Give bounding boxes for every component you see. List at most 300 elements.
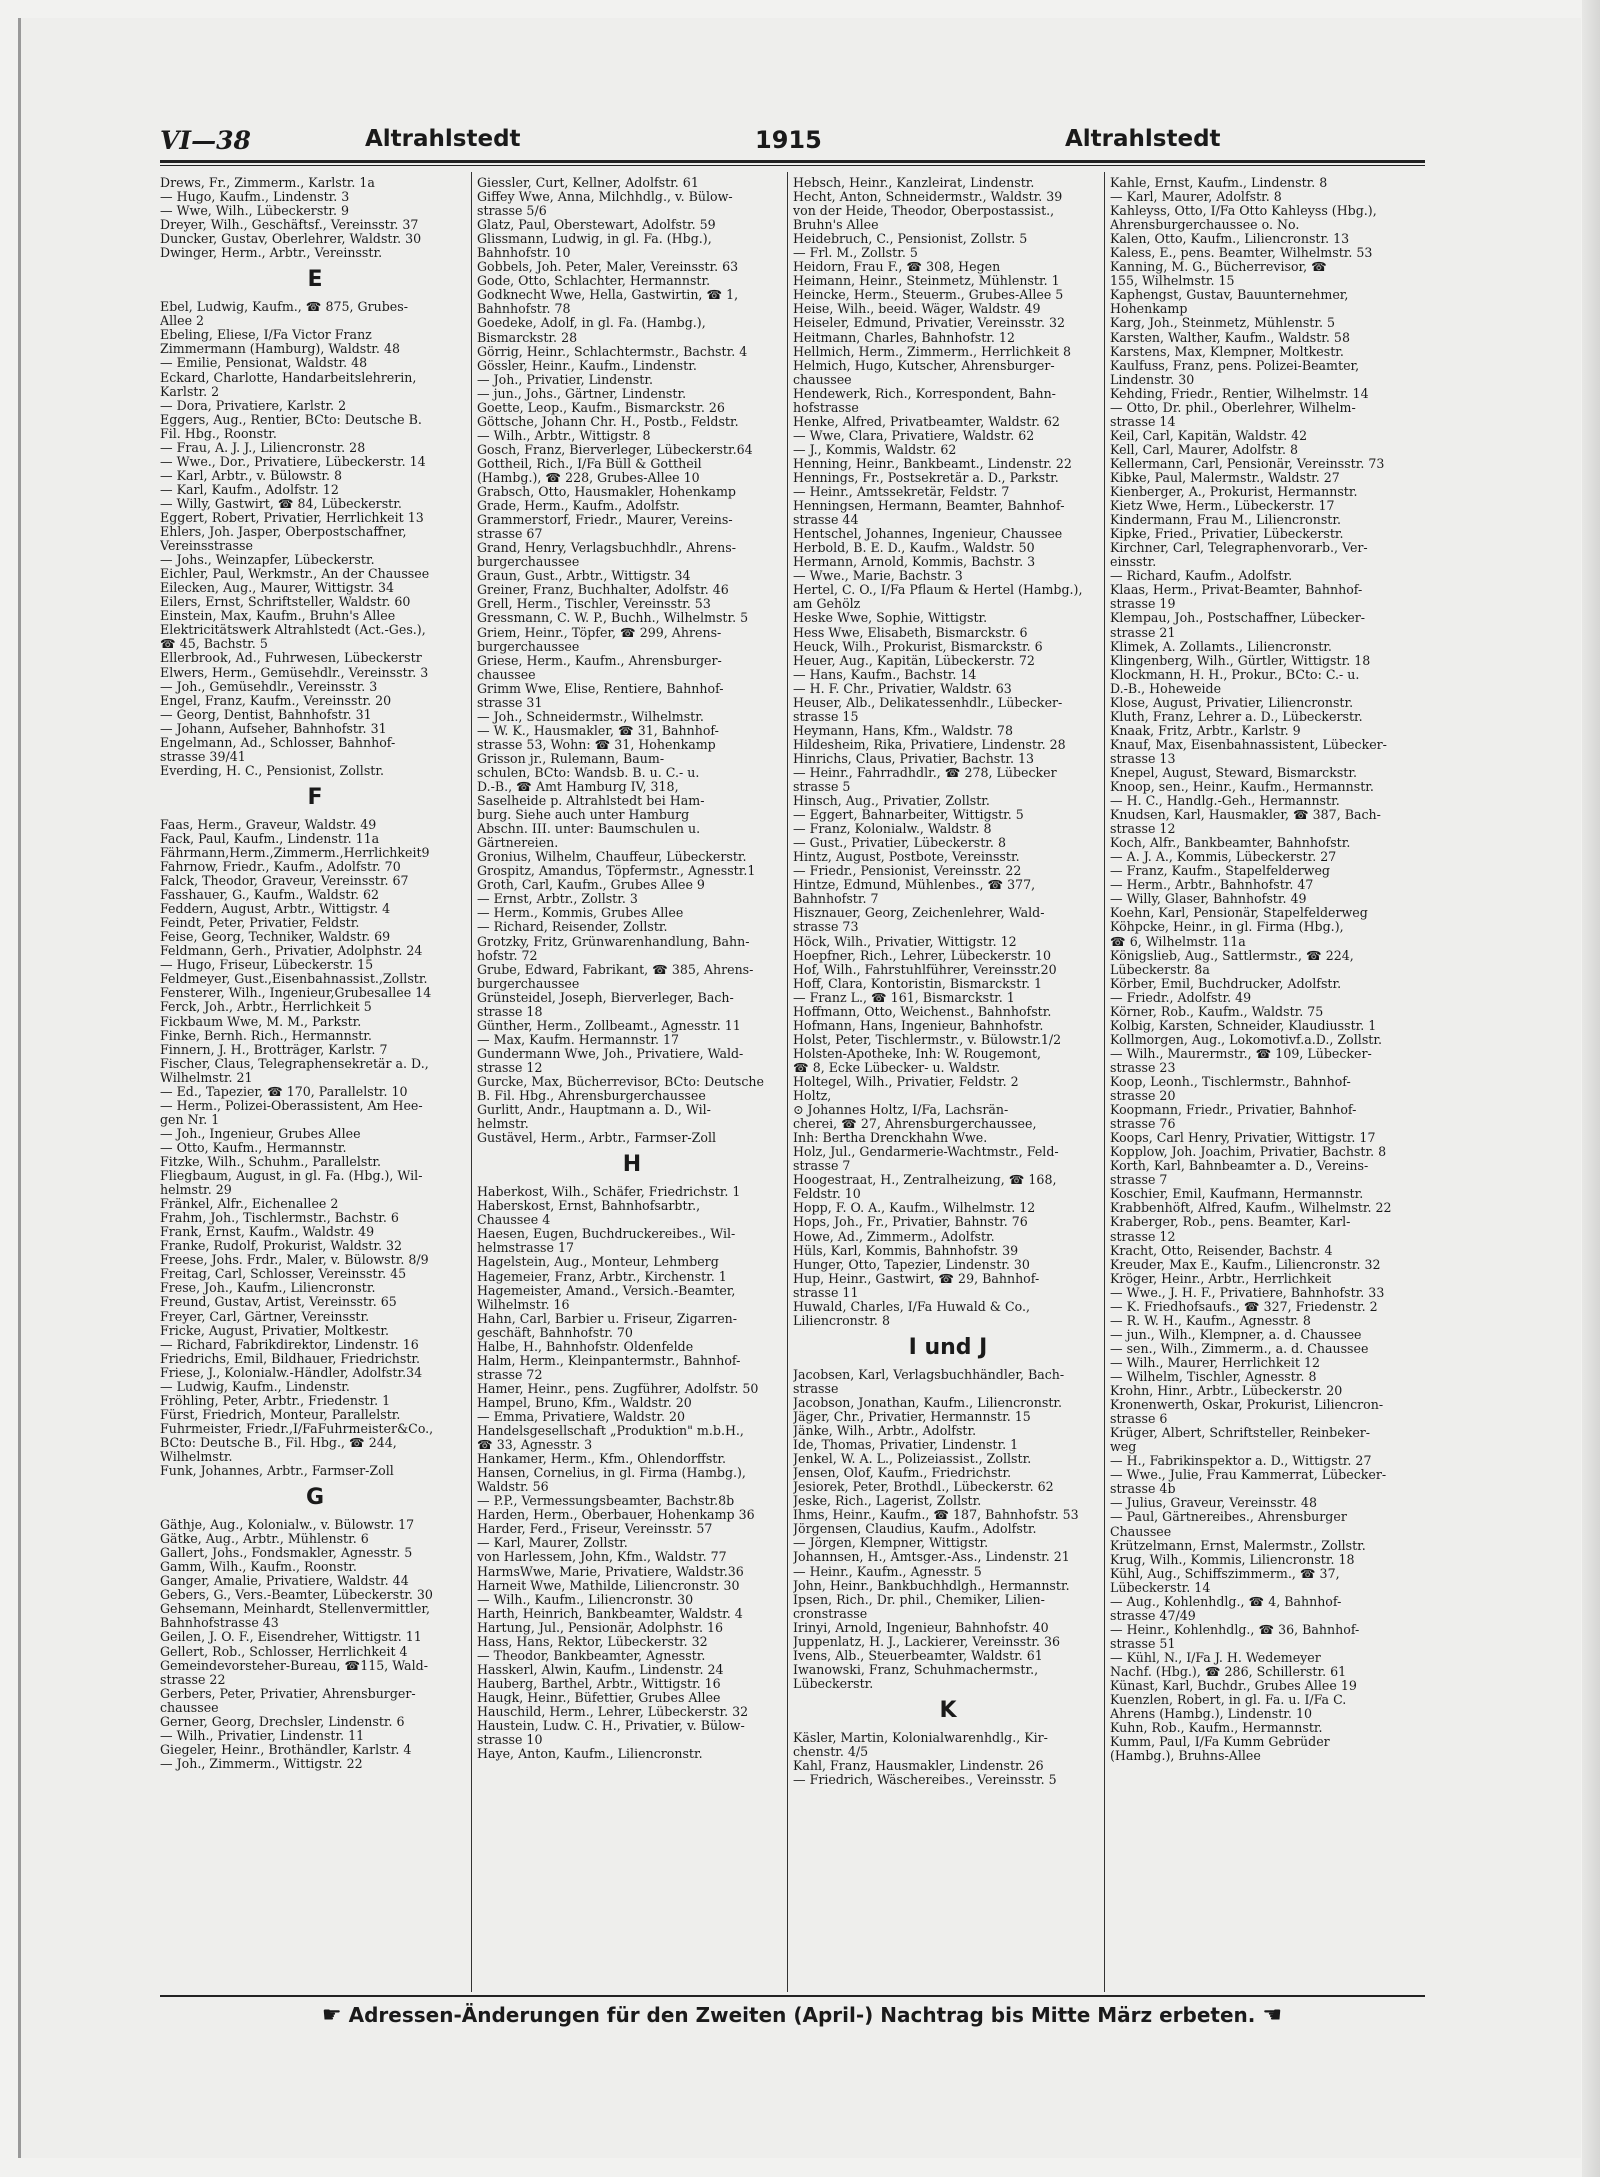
directory-entry: cronstrasse xyxy=(793,1606,868,1621)
directory-entry: strasse 11 xyxy=(793,1285,859,1300)
directory-entry: Gronius, Wilhelm, Chauffeur, Lübeckerstr. xyxy=(477,850,747,865)
section-letter: K xyxy=(939,1697,957,1723)
directory-entry: ☎ 8, Ecke Lübecker- u. Waldstr. xyxy=(793,1060,1001,1075)
directory-entry: Dwinger, Herm., Arbtr., Vereinsstr. xyxy=(160,246,383,261)
directory-entry: Kaulfuss, Franz, pens. Polizei-Beamter, xyxy=(1110,358,1360,373)
directory-entry: Gärtnereien. xyxy=(477,836,559,851)
directory-entry: Johannsen, H., Amtsger.-Ass., Lindenstr. 21 xyxy=(793,1550,1070,1565)
directory-entry: strasse 47/49 xyxy=(1110,1608,1196,1623)
directory-entry: Glissmann, Ludwig, in gl. Fa. (Hbg.), xyxy=(477,232,712,247)
directory-entry: strasse 6 xyxy=(1110,1412,1168,1427)
directory-entry: am Gehölz xyxy=(793,597,861,612)
directory-entry: Gerbers, Peter, Privatier, Ahrensburger- xyxy=(160,1686,416,1701)
directory-entry: Holtegel, Wilh., Privatier, Feldstr. 2 xyxy=(793,1075,1019,1089)
directory-entry: — H. C., Handlg.-Geh., Hermannstr. xyxy=(1110,794,1340,809)
directory-entry: Fickbaum Wwe, M. M., Parkstr. xyxy=(160,1014,362,1029)
directory-entry: hofstr. 72 xyxy=(477,948,538,963)
directory-entry: Heidebruch, C., Pensionist, Zollstr. 5 xyxy=(793,232,1028,247)
directory-entry: Henningsen, Hermann, Beamter, Bahnhof- xyxy=(793,499,1065,514)
directory-entry: Fasshauer, G., Kaufm., Waldstr. 62 xyxy=(160,888,380,903)
directory-entry: Freitag, Carl, Schlosser, Vereinsstr. 45 xyxy=(160,1267,407,1282)
directory-entry: strasse 72 xyxy=(477,1367,543,1382)
directory-entry: Klimek, A. Zollamts., Liliencronstr. xyxy=(1110,639,1332,654)
directory-entry: schulen, BCto: Wandsb. B. u. C.- u. xyxy=(477,765,700,780)
directory-entry: Hagelstein, Aug., Monteur, Lehmberg xyxy=(477,1255,719,1270)
running-head-left: Altrahlstedt xyxy=(365,126,521,152)
directory-entry: Krabbenhöft, Alfred, Kaufm., Wilhelmstr. 22 xyxy=(1110,1201,1392,1216)
directory-entry: Hunger, Otto, Tapezier, Lindenstr. 30 xyxy=(793,1257,1030,1272)
directory-entry: Giessler, Curt, Kellner, Adolfstr. 61 xyxy=(477,176,699,190)
directory-entry: — Karl, Maurer, Adolfstr. 8 xyxy=(1110,190,1282,205)
directory-entry: Hendewerk, Rich., Korrespondent, Bahn- xyxy=(793,386,1056,401)
directory-entry: Duncker, Gustav, Oberlehrer, Waldstr. 30 xyxy=(160,232,422,247)
directory-entry: — Dora, Privatiere, Karlstr. 2 xyxy=(160,398,347,413)
directory-entry: — Franz L., ☎ 161, Bismarckstr. 1 xyxy=(793,990,1015,1005)
column-2 xyxy=(477,176,787,1991)
directory-entry: Feldstr. 10 xyxy=(793,1187,861,1202)
directory-entry: Karstens, Max, Klempner, Moltkestr. xyxy=(1110,344,1344,359)
directory-entry: Grotzky, Fritz, Grünwarenhandlung, Bahn- xyxy=(477,934,750,949)
directory-entry: — Karl, Maurer, Zollstr. xyxy=(477,1536,628,1551)
directory-entry: Jänke, Wilh., Arbtr., Adolfstr. xyxy=(793,1424,977,1439)
directory-entry: Fröhling, Peter, Arbtr., Friedenstr. 1 xyxy=(160,1393,391,1408)
directory-entry: Feldmann, Gerh., Privatier, Adolphstr. 24 xyxy=(160,944,423,959)
directory-entry: Iwanowski, Franz, Schuhmachermstr., xyxy=(793,1662,1039,1677)
directory-entry: — P.P., Vermessungsbeamter, Bachstr.8b xyxy=(477,1494,735,1509)
directory-entry: — Wilh., Arbtr., Wittigstr. 8 xyxy=(477,428,651,443)
directory-entry: strasse 4b xyxy=(1110,1482,1176,1497)
directory-entry: Kibke, Paul, Malermstr., Waldstr. 27 xyxy=(1110,470,1340,485)
directory-entry: Hopp, F. O. A., Kaufm., Wilhelmstr. 12 xyxy=(793,1201,1036,1216)
directory-entry: Kindermann, Frau M., Liliencronstr. xyxy=(1110,513,1341,528)
directory-entry: Heiseler, Edmund, Privatier, Vereinsstr. 32 xyxy=(793,316,1065,331)
directory-entry: Friedrichs, Emil, Bildhauer, Friedrichstr. xyxy=(160,1351,421,1366)
directory-entry: Hildesheim, Rika, Privatiere, Lindenstr. 28 xyxy=(793,737,1066,752)
directory-entry: — Paul, Gärtnereibes., Ahrensburger xyxy=(1110,1510,1347,1525)
directory-entry: Körner, Rob., Kaufm., Waldstr. 75 xyxy=(1110,1004,1324,1019)
directory-entry: Grabsch, Otto, Hausmakler, Hohenkamp xyxy=(477,485,736,500)
column-divider xyxy=(471,172,472,1992)
directory-entry: hofstrasse xyxy=(793,400,859,415)
directory-entry: Gode, Otto, Schlachter, Hermannstr. xyxy=(477,274,711,289)
directory-entry: Klempau, Joh., Postschaffner, Lübecker- xyxy=(1110,611,1366,626)
directory-entry: Ahrensburgerchaussee o. No. xyxy=(1110,218,1300,233)
directory-entry: ⊙ Johannes Holtz, I/Fa, Lachsrän- xyxy=(793,1103,1009,1118)
directory-entry: Drews, Fr., Zimmerm., Karlstr. 1a xyxy=(160,176,375,190)
directory-entry: Grisson jr., Rulemann, Baum- xyxy=(477,751,665,766)
directory-entry: strasse xyxy=(793,1381,839,1396)
directory-entry: Elektricitätswerk Altrahlstedt (Act.-Ges.), xyxy=(160,623,426,638)
directory-entry: Kumm, Paul, I/Fa Kumm Gebrüder xyxy=(1110,1735,1330,1750)
directory-entry: chaussee xyxy=(477,667,536,682)
directory-entry: Jeske, Rich., Lagerist, Zollstr. xyxy=(793,1494,982,1509)
directory-entry: Kahl, Franz, Hausmakler, Lindenstr. 26 xyxy=(793,1759,1044,1774)
directory-entry: John, Heinr., Bankbuchhdlgh., Hermannstr. xyxy=(793,1578,1070,1593)
directory-entry: Klaas, Herm., Privat-Beamter, Bahnhof- xyxy=(1110,583,1363,598)
directory-entry: Hartung, Jul., Pensionär, Adolphstr. 16 xyxy=(477,1620,723,1635)
section-letter: G xyxy=(305,1485,325,1511)
directory-entry: Hellmich, Herm., Zimmerm., Herrlichkeit 8 xyxy=(793,344,1072,359)
directory-entry: Holsten-Apotheke, Inh: W. Rougemont, xyxy=(793,1046,1041,1061)
directory-entry: Gosch, Franz, Bierverleger, Lübeckerstr.64 xyxy=(477,442,753,457)
directory-entry: Hops, Joh., Fr., Privatier, Bahnstr. 76 xyxy=(793,1215,1028,1230)
directory-entry: Halm, Herm., Kleinpantermstr., Bahnhof- xyxy=(477,1353,741,1368)
directory-entry: Knudsen, Karl, Hausmakler, ☎ 387, Bach- xyxy=(1110,808,1381,823)
directory-entry: Kühl, Aug., Schiffszimmerm., ☎ 37, xyxy=(1110,1566,1340,1581)
directory-entry: Haugk, Heinr., Büfettier, Grubes Allee xyxy=(477,1690,721,1705)
directory-entry: Eggert, Robert, Privatier, Herrlichkeit 13 xyxy=(160,510,424,525)
directory-entry: Bismarckstr. 28 xyxy=(477,330,578,345)
directory-entry: Koehn, Karl, Pensionär, Stapelfelderweg xyxy=(1110,906,1368,921)
directory-entry: — Gust., Privatier, Lübeckerstr. 8 xyxy=(793,836,1006,851)
directory-entry: Ivens, Alb., Steuerbeamter, Waldstr. 61 xyxy=(793,1648,1043,1663)
directory-entry: Gobbels, Joh. Peter, Maler, Vereinsstr. 63 xyxy=(477,260,739,275)
directory-entry: Gurlitt, Andr., Hauptmann a. D., Wil- xyxy=(477,1103,711,1118)
directory-entry: Hof, Wilh., Fahrstuhlführer, Vereinsstr.20 xyxy=(793,962,1057,977)
directory-entry: Fuhrmeister, Friedr.,I/FaFuhrmeister&Co., xyxy=(160,1421,434,1436)
directory-entry: Giegeler, Heinr., Brothändler, Karlstr. 4 xyxy=(160,1742,412,1757)
directory-entry: strasse 44 xyxy=(793,513,859,528)
directory-entry: Fensterer, Wilh., Ingenieur,Grubesallee 14 xyxy=(160,986,432,1001)
directory-entry: Hofmann, Hans, Ingenieur, Bahnhofstr. xyxy=(793,1018,1044,1033)
directory-entry: — R. W. H., Kaufm., Agnesstr. 8 xyxy=(1110,1313,1311,1328)
directory-entry: Geilen, J. O. F., Eisendreher, Wittigstr. 11 xyxy=(160,1630,422,1645)
directory-entry: Kehding, Friedr., Rentier, Wilhelmstr. 14 xyxy=(1110,386,1369,401)
directory-entry: BCto: Deutsche B., Fil. Hbg., ☎ 244, xyxy=(160,1435,397,1450)
directory-entry: Harder, Ferd., Friseur, Vereinsstr. 57 xyxy=(477,1522,713,1537)
directory-entry: Klockmann, H. H., Prokur., BCto: C.- u. xyxy=(1110,667,1360,682)
directory-entry: — Eggert, Bahnarbeiter, Wittigstr. 5 xyxy=(793,808,1024,823)
directory-entry: — Emilie, Pensionat, Waldstr. 48 xyxy=(160,356,368,371)
directory-entry: Hoffmann, Otto, Weichenst., Bahnhofstr. xyxy=(793,1004,1052,1019)
directory-entry: — Johs., Weinzapfer, Lübeckerstr. xyxy=(160,553,375,568)
directory-entry: Fränkel, Alfr., Eichenallee 2 xyxy=(160,1197,339,1212)
directory-entry: Hess Wwe, Elisabeth, Bismarckstr. 6 xyxy=(793,625,1028,640)
year: 1915 xyxy=(755,126,822,154)
directory-entry: — Richard, Reisender, Zollstr. xyxy=(477,920,668,935)
directory-entry: — A. J. A., Kommis, Lübeckerstr. 27 xyxy=(1110,850,1337,865)
directory-entry: — Georg, Dentist, Bahnhofstr. 31 xyxy=(160,707,372,722)
directory-entry: Haustein, Ludw. C. H., Privatier, v. Bülow- xyxy=(477,1719,745,1734)
directory-entry: Fürst, Friedrich, Monteur, Parallelstr. xyxy=(160,1407,401,1422)
directory-entry: Engelmann, Ad., Schlosser, Bahnhof- xyxy=(160,735,396,750)
directory-entry: Hass, Hans, Rektor, Lübeckerstr. 32 xyxy=(477,1634,708,1649)
directory-entry: — Joh., Ingenieur, Grubes Allee xyxy=(160,1126,361,1141)
directory-entry: burg. Siehe auch unter Hamburg xyxy=(477,808,690,823)
directory-entry: Haberkost, Wilh., Schäfer, Friedrichstr. 1 xyxy=(477,1185,741,1200)
directory-entry: Juppenlatz, H. J., Lackierer, Vereinsstr. 36 xyxy=(793,1634,1060,1649)
directory-entry: Herbold, B. E. D., Kaufm., Waldstr. 50 xyxy=(793,541,1035,556)
directory-entry: — Wilhelm, Tischler, Agnesstr. 8 xyxy=(1110,1369,1317,1384)
directory-entry: — Hugo, Kaufm., Lindenstr. 3 xyxy=(160,190,350,205)
directory-entry: — Joh., Zimmerm., Wittigstr. 22 xyxy=(160,1756,363,1771)
directory-entry: Gebers, G., Vers.-Beamter, Lübeckerstr. 30 xyxy=(160,1588,433,1603)
directory-entry: Knaak, Fritz, Arbtr., Karlstr. 9 xyxy=(1110,723,1301,738)
directory-entry: Ipsen, Rich., Dr. phil., Chemiker, Lilien- xyxy=(793,1592,1045,1607)
directory-entry: strasse 51 xyxy=(1110,1636,1176,1651)
directory-entry: Krützelmann, Ernst, Malermstr., Zollstr. xyxy=(1110,1538,1366,1553)
directory-entry: Fahrnow, Friedr., Kaufm., Adolfstr. 70 xyxy=(160,860,401,875)
directory-entry: — Heinr., Fahrradhdlr., ☎ 278, Lübecker xyxy=(793,765,1057,780)
directory-entry: — Richard, Kaufm., Adolfstr. xyxy=(1110,569,1293,584)
directory-entry: Kluth, Franz, Lehrer a. D., Lübeckerstr. xyxy=(1110,709,1363,724)
directory-entry: Freyer, Carl, Gärtner, Vereinsstr. xyxy=(160,1309,370,1324)
directory-entry: Kollmorgen, Aug., Lokomotivf.a.D., Zollstr. xyxy=(1110,1032,1382,1047)
directory-entry: — Hans, Kaufm., Bachstr. 14 xyxy=(793,667,977,682)
directory-entry: Handelsgesellschaft „Produktion" m.b.H., xyxy=(477,1424,744,1439)
directory-entry: Kienberger, A., Prokurist, Hermannstr. xyxy=(1110,485,1358,500)
directory-entry: Gamm, Wilh., Kaufm., Roonstr. xyxy=(160,1560,357,1575)
directory-entry: — Karl, Arbtr., v. Bülowstr. 8 xyxy=(160,468,343,483)
directory-entry: Kirchner, Carl, Telegraphenvorarb., Ver- xyxy=(1110,541,1368,556)
directory-entry: Kaphengst, Gustav, Bauunternehmer, xyxy=(1110,288,1349,303)
directory-entry: Freund, Gustav, Artist, Vereinsstr. 65 xyxy=(160,1295,397,1310)
directory-entry: Freese, Johs. Frdr., Maler, v. Bülowstr. 8/9 xyxy=(160,1253,429,1268)
directory-entry: Gustävel, Herm., Arbtr., Farmser-Zoll xyxy=(477,1131,717,1146)
directory-entry: Feddern, August, Arbtr., Wittigstr. 4 xyxy=(160,902,391,917)
directory-entry: Fischer, Claus, Telegraphensekretär a. D., xyxy=(160,1056,429,1071)
scan-edge xyxy=(1582,0,1600,2177)
directory-entry: Korth, Karl, Bahnbeamter a. D., Vereins- xyxy=(1110,1159,1369,1174)
directory-entry: Krug, Wilh., Kommis, Liliencronstr. 18 xyxy=(1110,1552,1355,1567)
directory-entry: Huwald, Charles, I/Fa Huwald & Co., xyxy=(793,1299,1031,1314)
directory-entry: Franke, Rudolf, Prokurist, Waldstr. 32 xyxy=(160,1239,402,1254)
running-head-right: Altrahlstedt xyxy=(1065,126,1221,152)
directory-entry: — Wwe., Marie, Bachstr. 3 xyxy=(793,569,963,584)
directory-entry: — Richard, Fabrikdirektor, Lindenstr. 16 xyxy=(160,1337,419,1352)
directory-entry: Grospitz, Amandus, Töpfermstr., Agnesstr.1 xyxy=(477,864,756,879)
directory-entry: Kuhn, Rob., Kaufm., Hermannstr. xyxy=(1110,1721,1323,1736)
directory-entry: strasse 21 xyxy=(1110,625,1176,640)
directory-entry: Ide, Thomas, Privatier, Lindenstr. 1 xyxy=(793,1438,1019,1453)
directory-entry: — Wwe., J. H. F., Privatiere, Bahnhofstr. 33 xyxy=(1110,1285,1385,1300)
directory-entry: Einstein, Max, Kaufm., Bruhn's Allee xyxy=(160,609,396,624)
footer-notice xyxy=(262,2003,1342,2033)
directory-entry: Hintze, Edmund, Mühlenbes., ☎ 377, xyxy=(793,878,1036,893)
directory-entry: Helmich, Hugo, Kutscher, Ahrensburger- xyxy=(793,358,1055,373)
directory-entry: Krüger, Albert, Schriftsteller, Reinbeker- xyxy=(1110,1426,1371,1441)
directory-entry: — Frau, A. J. J., Liliencronstr. 28 xyxy=(160,440,366,455)
directory-entry: — Hugo, Friseur, Lübeckerstr. 15 xyxy=(160,958,374,973)
directory-entry: — Julius, Graveur, Vereinsstr. 48 xyxy=(1110,1496,1317,1511)
directory-entry: Knoop, sen., Heinr., Kaufm., Hermannstr. xyxy=(1110,780,1374,795)
directory-entry: — Wwe, Wilh., Lübeckerstr. 9 xyxy=(160,204,350,219)
directory-entry: Ehlers, Joh. Jasper, Oberpostschaffner, xyxy=(160,525,407,540)
directory-entry: Chaussee 4 xyxy=(477,1213,551,1228)
directory-entry: Hoogestraat, H., Zentralheizung, ☎ 168, xyxy=(793,1173,1057,1188)
directory-entry: von Harlessem, John, Kfm., Waldstr. 77 xyxy=(477,1550,727,1565)
directory-entry: strasse 12 xyxy=(477,1060,543,1075)
directory-entry: (Hambg.), Bruhns-Allee xyxy=(1110,1749,1261,1764)
directory-entry: helmstr. 29 xyxy=(160,1183,232,1198)
directory-entry: Wilhelmstr. xyxy=(160,1449,233,1464)
directory-entry: Elwers, Herm., Gemüsehdlr., Vereinsstr. 3 xyxy=(160,665,429,680)
directory-entry: Chaussee xyxy=(1110,1524,1172,1539)
directory-entry: Harth, Heinrich, Bankbeamter, Waldstr. 4 xyxy=(477,1606,743,1621)
directory-entry: — Herm., Arbtr., Bahnhofstr. 47 xyxy=(1110,878,1314,893)
directory-entry: Eilers, Ernst, Schriftsteller, Waldstr. 60 xyxy=(160,595,411,610)
directory-entry: — jun., Johs., Gärtner, Lindenstr. xyxy=(477,386,687,401)
directory-entry: Graun, Gust., Arbtr., Wittigstr. 34 xyxy=(477,569,691,584)
directory-entry: Grube, Edward, Fabrikant, ☎ 385, Ahrens- xyxy=(477,962,754,977)
header-rule xyxy=(160,160,1425,163)
directory-entry: — Joh., Privatier, Lindenstr. xyxy=(477,372,653,387)
directory-entry: Heymann, Hans, Kfm., Waldstr. 78 xyxy=(793,723,1013,738)
pointing-hand-right-icon: ☚ xyxy=(1262,2003,1283,2028)
directory-entry: — Johann, Aufseher, Bahnhofstr. 31 xyxy=(160,721,387,736)
directory-entry: strasse 20 xyxy=(1110,1089,1176,1104)
directory-entry: — Wilh., Maurermstr., ☎ 109, Lübecker- xyxy=(1110,1046,1372,1061)
directory-entry: Godknecht Wwe, Hella, Gastwirtin, ☎ 1, xyxy=(477,288,739,303)
directory-entry: Gottheil, Rich., I/Fa Büll & Gottheil xyxy=(477,456,702,471)
column-divider xyxy=(787,172,788,1992)
directory-entry: Goette, Leop., Kaufm., Bismarckstr. 26 xyxy=(477,400,725,415)
directory-entry: — Heinr., Kohlenhdlg., ☎ 36, Bahnhof- xyxy=(1110,1622,1360,1637)
directory-entry: Kanning, M. G., Bücherrevisor, ☎ xyxy=(1110,260,1327,275)
directory-entry: Kahle, Ernst, Kaufm., Lindenstr. 8 xyxy=(1110,176,1328,190)
directory-entry: Giffey Wwe, Anna, Milchhdlg., v. Bülow- xyxy=(477,190,733,205)
directory-entry: Heincke, Herm., Steuerm., Grubes-Allee 5 xyxy=(793,288,1064,303)
directory-entry: Koopmann, Friedr., Privatier, Bahnhof- xyxy=(1110,1103,1357,1118)
directory-entry: Hermann, Arnold, Kommis, Bachstr. 3 xyxy=(793,555,1036,570)
directory-entry: Hennings, Fr., Postsekretär a. D., Parkstr. xyxy=(793,470,1059,485)
directory-entry: strasse 53, Wohn: ☎ 31, Hohenkamp xyxy=(477,737,716,752)
directory-entry: chaussee xyxy=(160,1700,219,1715)
directory-entry: Lindenstr. 30 xyxy=(1110,372,1195,387)
directory-entry: Fliegbaum, August, in gl. Fa. (Hbg.), Wil- xyxy=(160,1169,423,1184)
directory-entry: Heidorn, Frau F., ☎ 308, Hegen xyxy=(793,260,1001,275)
directory-entry: Vereinsstrasse xyxy=(160,539,253,554)
directory-entry: Henke, Alfred, Privatbeamter, Waldstr. 62 xyxy=(793,414,1060,429)
directory-entry: Koch, Alfr., Bankbeamter, Bahnhofstr. xyxy=(1110,836,1351,851)
directory-entry: Allee 2 xyxy=(160,314,205,329)
directory-entry: von der Heide, Theodor, Oberpostassist., xyxy=(793,204,1055,219)
directory-entry: strasse 22 xyxy=(160,1672,226,1687)
directory-entry: — Wwe., Julie, Frau Kammerrat, Lübecker- xyxy=(1110,1468,1387,1483)
directory-entry: Harden, Herm., Oberbauer, Hohenkamp 36 xyxy=(477,1508,755,1523)
directory-entry: — Otto, Kaufm., Hermannstr. xyxy=(160,1140,347,1155)
directory-entry: 155, Wilhelmstr. 15 xyxy=(1110,274,1235,289)
directory-entry: — Wilh., Maurer, Herrlichkeit 12 xyxy=(1110,1355,1321,1370)
directory-entry: Zimmermann (Hamburg), Waldstr. 48 xyxy=(160,342,400,357)
directory-entry: Gätke, Aug., Arbtr., Mühlenstr. 6 xyxy=(160,1532,369,1547)
directory-entry: Hinrichs, Claus, Privatier, Bachstr. 13 xyxy=(793,751,1035,766)
directory-entry: Görrig, Heinr., Schlachtermstr., Bachstr. 4 xyxy=(477,344,748,359)
directory-entry: Gehsemann, Meinhardt, Stellenvermittler, xyxy=(160,1602,431,1617)
directory-entry: Bahnhofstr. 10 xyxy=(477,246,571,261)
directory-entry: — Ludwig, Kaufm., Lindenstr. xyxy=(160,1379,350,1394)
directory-entry: Nachf. (Hbg.), ☎ 286, Schillerstr. 61 xyxy=(1110,1664,1347,1679)
directory-entry: — Joh., Gemüsehdlr., Vereinsstr. 3 xyxy=(160,679,378,694)
directory-entry: Hentschel, Johannes, Ingenieur, Chaussee xyxy=(793,527,1063,542)
directory-entry: Heuser, Alb., Delikatessenhdlr., Lübecker- xyxy=(793,695,1063,710)
directory-entry: — Wwe, Clara, Privatiere, Waldstr. 62 xyxy=(793,428,1035,443)
directory-entry: Ganger, Amalie, Privatiere, Waldstr. 44 xyxy=(160,1574,409,1589)
directory-entry: — sen., Wilh., Zimmerm., a. d. Chaussee xyxy=(1110,1341,1369,1356)
directory-entry: — H., Fabrikinspektor a. D., Wittigstr. 27 xyxy=(1110,1454,1372,1469)
directory-entry: Everding, H. C., Pensionist, Zollstr. xyxy=(160,763,384,778)
directory-entry: — Friedr., Pensionist, Vereinsstr. 22 xyxy=(793,864,1022,879)
directory-entry: — Willy, Glaser, Bahnhofstr. 49 xyxy=(1110,892,1307,907)
directory-entry: strasse 39/41 xyxy=(160,749,246,764)
directory-entry: — Wwe., Dor., Privatiere, Lübeckerstr. 14 xyxy=(160,454,426,469)
directory-entry: strasse 18 xyxy=(477,1004,543,1019)
header-rule-thin xyxy=(160,165,1425,166)
directory-entry: strasse 15 xyxy=(793,709,859,724)
directory-entry: Hagemeister, Amand., Versich.-Beamter, xyxy=(477,1283,736,1298)
directory-entry: Kipke, Fried., Privatier, Lübeckerstr. xyxy=(1110,527,1344,542)
directory-entry: strasse 5/6 xyxy=(477,204,547,219)
directory-entry: Göttsche, Johann Chr. H., Postb., Feldstr. xyxy=(477,414,739,429)
directory-entry: — Ed., Tapezier, ☎ 170, Parallelstr. 10 xyxy=(160,1084,408,1099)
directory-entry: Grade, Herm., Kaufm., Adolfstr. xyxy=(477,499,680,514)
section-letter: E xyxy=(307,267,323,293)
directory-entry: Jacobsen, Karl, Verlagsbuchhändler, Bach- xyxy=(793,1367,1065,1382)
directory-entry: strasse 13 xyxy=(1110,751,1176,766)
page-number: VI—38 xyxy=(160,126,251,155)
directory-entry: Groth, Carl, Kaufm., Grubes Allee 9 xyxy=(477,878,705,893)
directory-entry: Fitzke, Wilh., Schuhm., Parallelstr. xyxy=(160,1155,382,1169)
directory-entry: Gallert, Johs., Fondsmakler, Agnesstr. 5 xyxy=(160,1546,413,1561)
directory-entry: Lübeckerstr. 14 xyxy=(1110,1580,1211,1595)
directory-entry: Grand, Henry, Verlagsbuchhdlr., Ahrens- xyxy=(477,541,736,556)
directory-entry: Bahnhofstr. 78 xyxy=(477,302,571,317)
directory-entry: burgerchaussee xyxy=(477,555,580,570)
directory-entry: Karsten, Walther, Kaufm., Waldstr. 58 xyxy=(1110,330,1350,345)
directory-entry: — Heinr., Kaufm., Agnesstr. 5 xyxy=(793,1564,982,1579)
directory-entry: Kracht, Otto, Reisender, Bachstr. 4 xyxy=(1110,1243,1333,1258)
directory-entry: Hebsch, Heinr., Kanzleirat, Lindenstr. xyxy=(793,176,1035,190)
directory-entry: Gerner, Georg, Drechsler, Lindenstr. 6 xyxy=(160,1714,405,1729)
directory-entry: Klose, August, Privatier, Liliencronstr. xyxy=(1110,695,1354,710)
directory-entry: Koschier, Emil, Kaufmann, Hermannstr. xyxy=(1110,1187,1364,1202)
directory-entry: Fack, Paul, Kaufm., Lindenstr. 11a xyxy=(160,831,380,846)
directory-entry: Henning, Heinr., Bankbeamt., Lindenstr. 22 xyxy=(793,456,1072,471)
directory-entry: Kahleyss, Otto, I/Fa Otto Kahleyss (Hbg.), xyxy=(1110,204,1377,219)
directory-entry: Kellermann, Carl, Pensionär, Vereinsstr. 73 xyxy=(1110,456,1385,471)
directory-entry: Knauf, Max, Eisenbahnassistent, Lübecker- xyxy=(1110,737,1387,752)
directory-entry: geschäft, Bahnhofstr. 70 xyxy=(477,1325,633,1340)
directory-entry: Jäger, Chr., Privatier, Hermannstr. 15 xyxy=(793,1409,1031,1424)
directory-entry: Holz, Jul., Gendarmerie-Wachtmstr., Feld- xyxy=(793,1145,1059,1160)
directory-entry: — Ernst, Arbtr., Zollstr. 3 xyxy=(477,892,638,907)
directory-entry: Hahn, Carl, Barbier u. Friseur, Zigarren- xyxy=(477,1311,738,1326)
directory-entry: Körber, Emil, Buchdrucker, Adolfstr. xyxy=(1110,976,1342,991)
directory-entry: — Max, Kaufm. Hermannstr. 17 xyxy=(477,1032,680,1047)
page-header xyxy=(160,112,1425,156)
directory-entry: — Kühl, N., I/Fa J. H. Wedemeyer xyxy=(1110,1650,1321,1665)
directory-entry: Holst, Peter, Tischlermstr., v. Bülowstr.1/2 xyxy=(793,1032,1062,1047)
directory-entry: Greiner, Franz, Buchhalter, Adolfstr. 46 xyxy=(477,583,729,598)
directory-entry: Grammerstorf, Friedr., Maurer, Vereins- xyxy=(477,513,733,528)
directory-entry: Glatz, Paul, Oberstewart, Adolfstr. 59 xyxy=(477,218,716,233)
directory-entry: Koop, Leonh., Tischlermstr., Bahnhof- xyxy=(1110,1075,1351,1089)
directory-entry: Heise, Wilh., beeid. Wäger, Waldstr. 49 xyxy=(793,302,1041,317)
directory-entry: Abschn. III. unter: Baumschulen u. xyxy=(477,822,701,837)
directory-entry: strasse 10 xyxy=(477,1733,543,1748)
directory-entry: Gurcke, Max, Bücherrevisor, BCto: Deutsche xyxy=(477,1075,764,1089)
directory-entry: Fil. Hbg., Roonstr. xyxy=(160,426,277,441)
directory-entry: Koops, Carl Henry, Privatier, Wittigstr. 17 xyxy=(1110,1131,1376,1146)
directory-entry: cherei, ☎ 27, Ahrensburgerchaussee, xyxy=(793,1117,1037,1132)
directory-entry: — J., Kommis, Waldstr. 62 xyxy=(793,442,957,457)
directory-entry: — Karl, Kaufm., Adolfstr. 12 xyxy=(160,482,339,497)
directory-entry: Hamer, Heinr., pens. Zugführer, Adolfstr. 50 xyxy=(477,1381,759,1396)
directory-entry: Haye, Anton, Kaufm., Liliencronstr. xyxy=(477,1747,703,1762)
directory-entry: strasse 14 xyxy=(1110,414,1176,429)
directory-entry: Feise, Georg, Techniker, Waldstr. 69 xyxy=(160,930,391,945)
directory-entry: Lübeckerstr. 8a xyxy=(1110,962,1210,977)
